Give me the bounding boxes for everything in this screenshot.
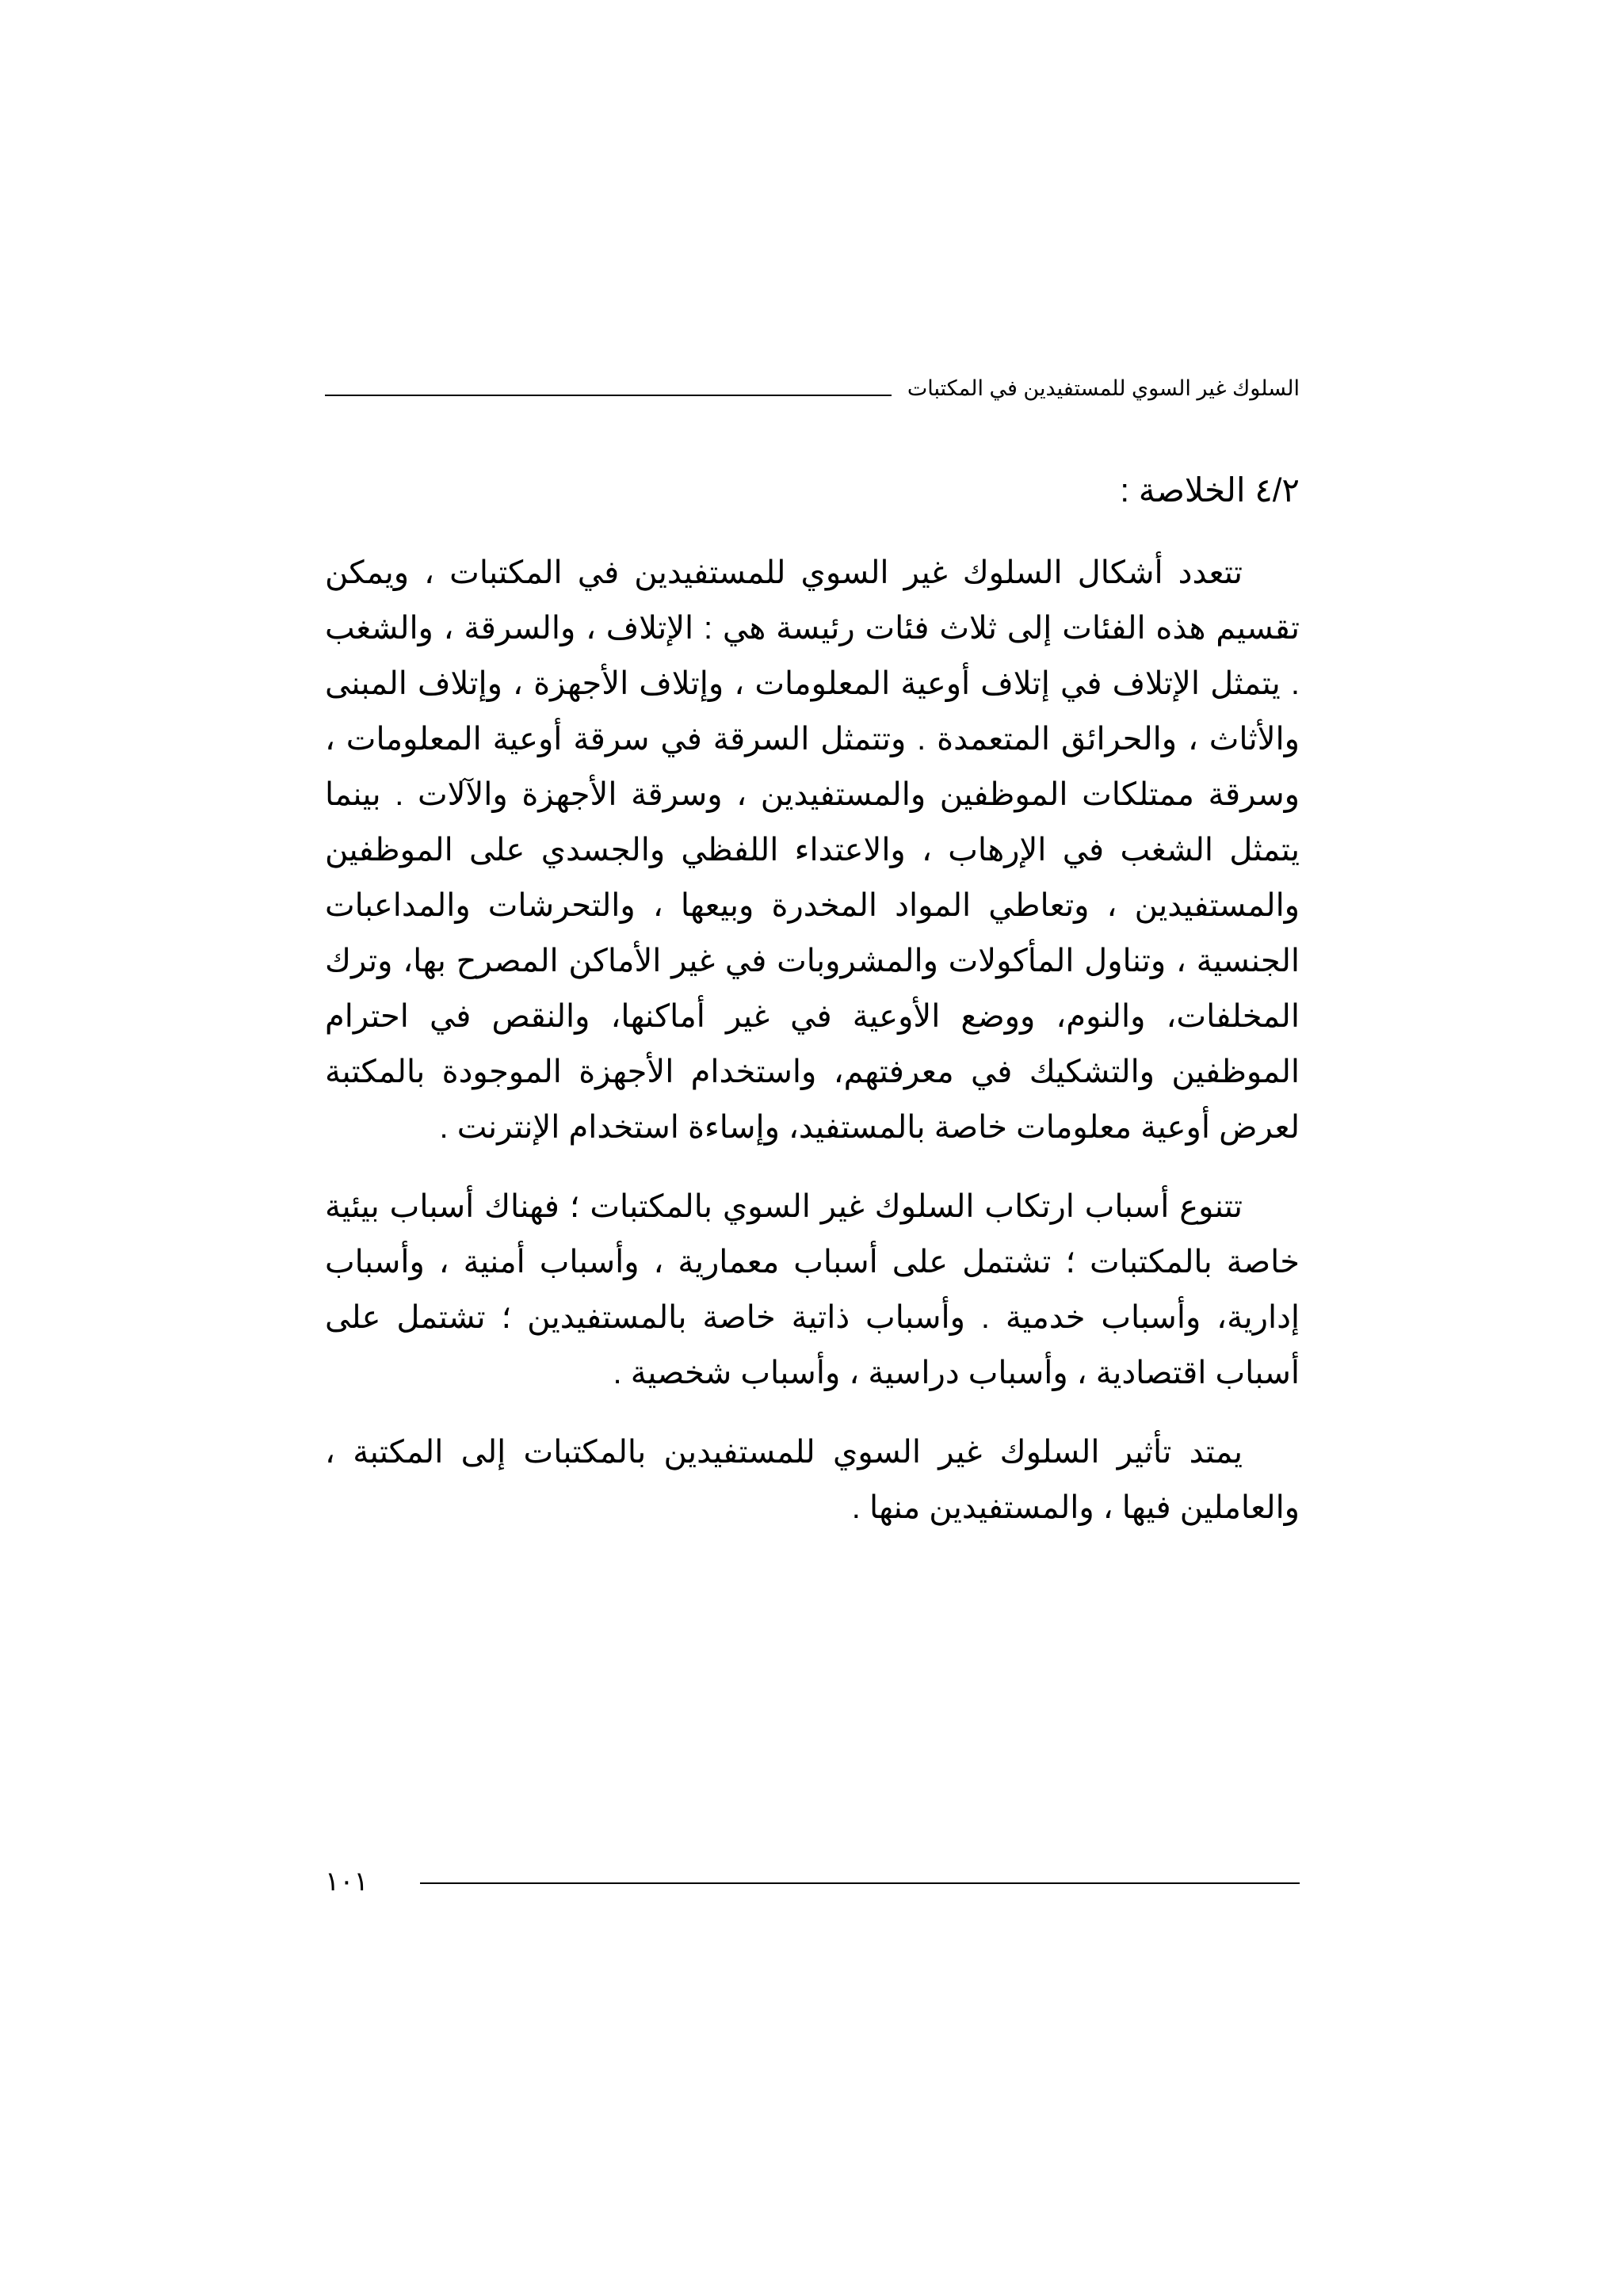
summary-paragraph-forms: تتعدد أشكال السلوك غير السوي للمستفيدين في المكتبات ، ويمكن تقسيم هذه الفئات إلى ثلاث فئات رئيسة هي : الإتلاف ، والسرقة ، والشغب . يتمثل الإتلاف في إتلاف أوعية المعلومات ، وإتلاف الأجهزة ، وإتلاف المبنى والأثاث ، والحرائق المتعمدة . وتتمثل السرقة في سرقة أوعية المعلومات ، وسرقة ممتلكات الموظفين والمستفيدين ، وسرقة الأجهزة والآلات . بينما يتمثل الشغب في الإرهاب ، والاعتداء اللفظي والجسدي على الموظفين والمستفيدين ، وتعاطي المواد المخدرة وبيعها ، والتحرشات والمداعبات الجنسية ، وتناول المأكولات والمشروبات في غير الأماكن المصرح بها، وترك المخلفات، والنوم، ووضع الأوعية في غير أماكنها، والنقص في احترام الموظفين والتشكيك في معرفتهم، واستخدام الأجهزة الموجودة بالمكتبة لعرض أوعية معلومات خاصة بالمستفيد، وإساءة استخدام الإنترنت . (325, 555, 1300, 1145)
running-header-title: السلوك غير السوي للمستفيدين في المكتبات (907, 376, 1300, 400)
running-header (325, 371, 1300, 406)
section-heading: ٤/٢ الخلاصة : (1120, 471, 1300, 509)
main-content (325, 463, 1300, 1535)
summary-paragraph-effects: يمتد تأثير السلوك غير السوي للمستفيدين بالمكتبات إلى المكتبة ، والعاملين فيها ، والمستفيدين منها . (325, 1435, 1300, 1525)
header-rule (325, 395, 892, 396)
page-footer (325, 1862, 1300, 1901)
page-number: ١٠١ (325, 1867, 369, 1897)
footer-rule (420, 1882, 1300, 1884)
summary-paragraph-causes: تتنوع أسباب ارتكاب السلوك غير السوي بالمكتبات ؛ فهناك أسباب بيئية خاصة بالمكتبات ؛ تشتمل على أسباب معمارية ، وأسباب أمنية ، وأسباب إدارية، وأسباب خدمية . وأسباب ذاتية خاصة بالمستفيدين ؛ تشتمل على أسباب اقتصادية ، وأسباب دراسية ، وأسباب شخصية . (325, 1189, 1300, 1390)
